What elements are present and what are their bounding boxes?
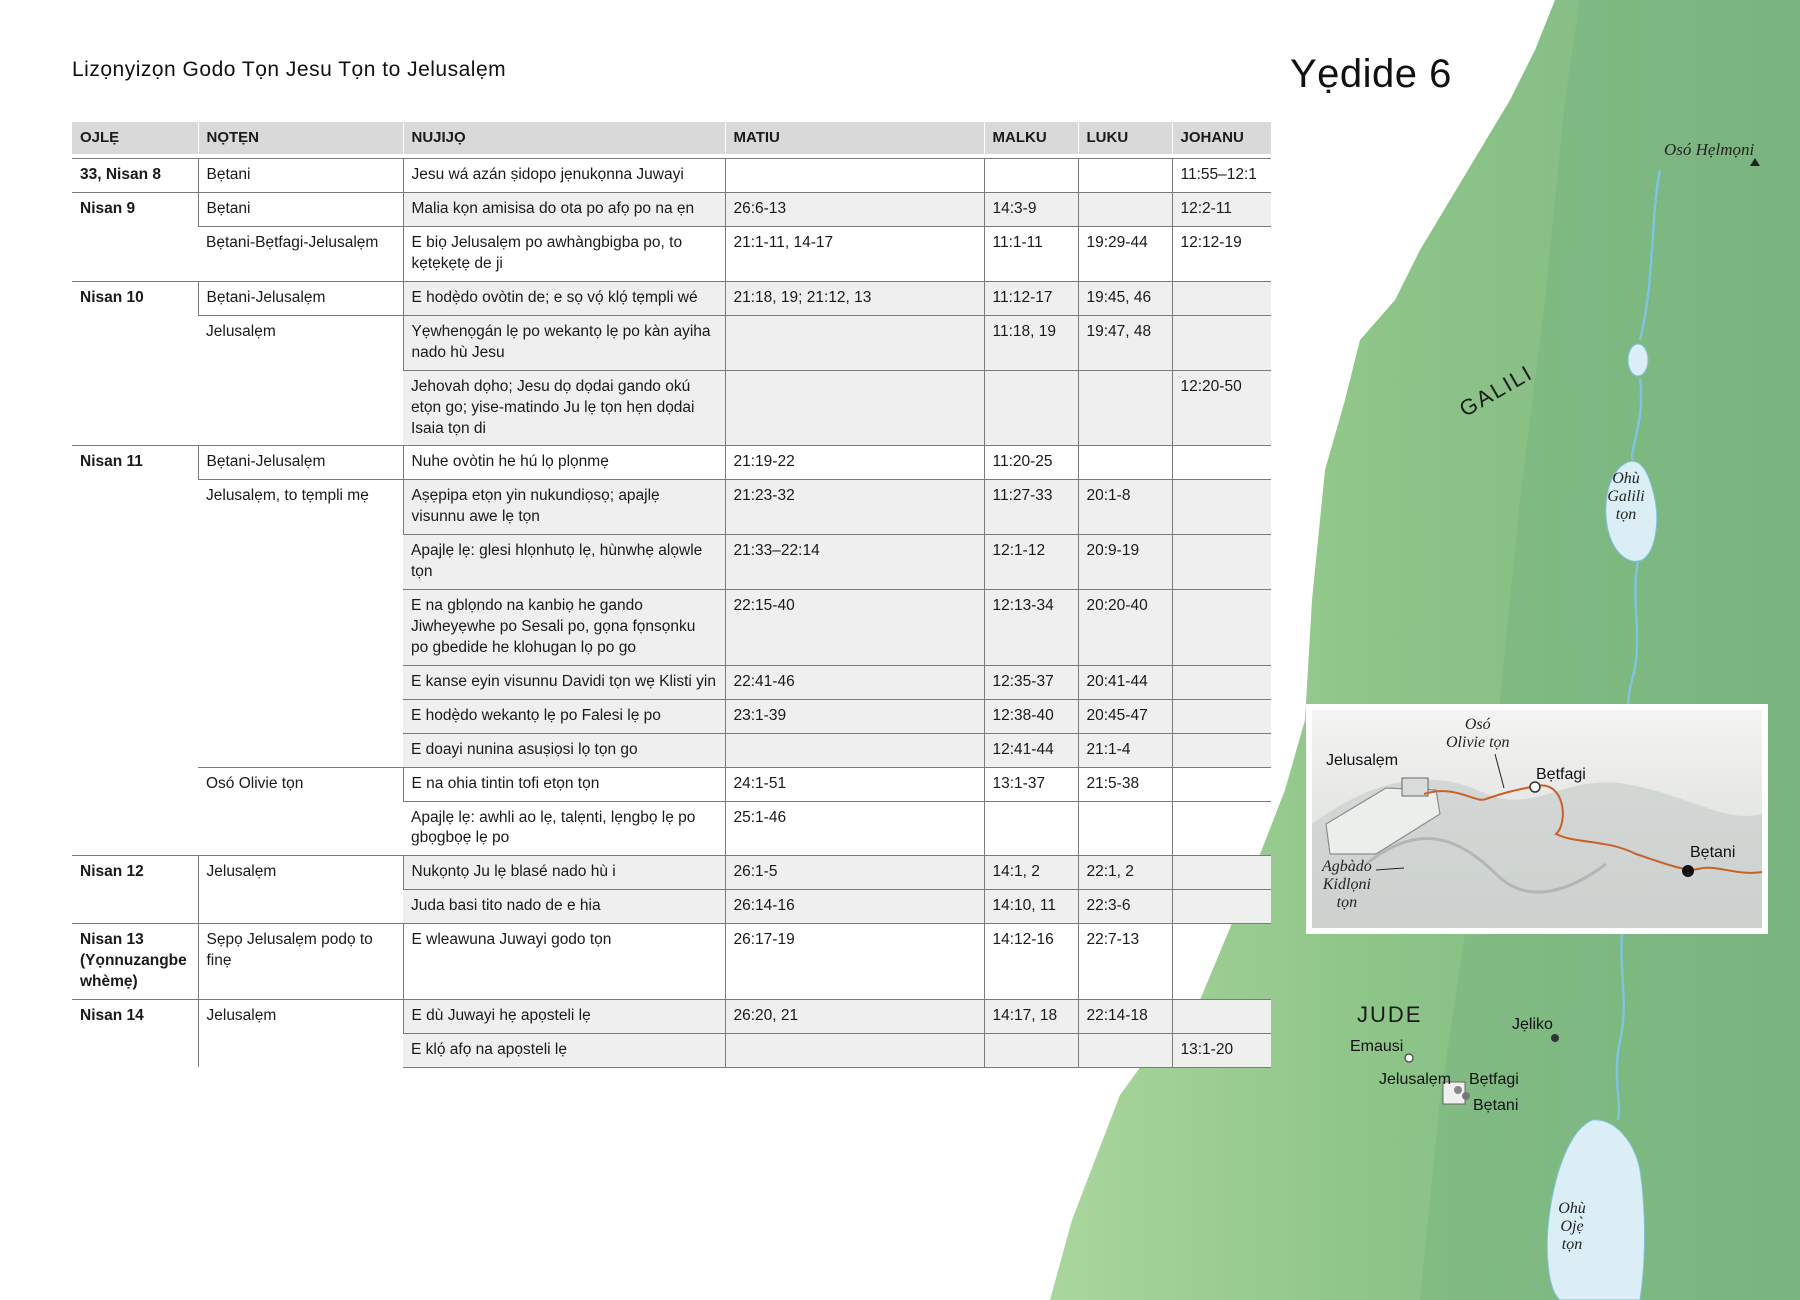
matiu-cell — [725, 315, 984, 370]
inset-label-kidron — [1322, 858, 1372, 912]
matiu-cell: 23:1-39 — [725, 699, 984, 733]
malku-cell: 14:1, 2 — [984, 856, 1078, 890]
luku-cell: 19:47, 48 — [1078, 315, 1172, 370]
matiu-cell: 21:33–22:14 — [725, 535, 984, 590]
map-label-galili: GALILI — [1455, 359, 1538, 422]
map-label-emausi: Emausi — [1350, 1038, 1404, 1055]
matiu-cell: 24:1-51 — [725, 767, 984, 801]
event-cell: Apajlẹ lẹ: glesi hlọnhutọ lẹ, hùnwhẹ alọwle tọn — [403, 535, 725, 590]
event-cell: Jesu wá azán ṣidopo jẹnukọnna Juwayi — [403, 159, 725, 193]
johanu-cell: 13:1-20 — [1172, 1033, 1271, 1067]
malku-cell: 14:10, 11 — [984, 890, 1078, 924]
inset-label-betani: Bẹtani — [1690, 844, 1736, 861]
malku-cell: 14:12-16 — [984, 924, 1078, 1000]
emausi-dot — [1405, 1054, 1413, 1062]
matiu-cell: 25:1-46 — [725, 801, 984, 856]
matiu-cell: 21:19-22 — [725, 446, 984, 480]
event-cell: E doayi nunina asuṣiọsi lọ tọn go — [403, 733, 725, 767]
place-cell: Sẹpọ Jelusalẹm podọ to finẹ — [198, 924, 403, 1000]
malku-cell: 11:12-17 — [984, 281, 1078, 315]
map-label-jelusalem: Jelusalẹm — [1379, 1071, 1452, 1088]
matiu-cell: 26:17-19 — [725, 924, 984, 1000]
map-label-hermon: Osó Hẹlmọni — [1664, 140, 1755, 159]
johanu-cell — [1172, 665, 1271, 699]
johanu-cell: 11:55–12:1 — [1172, 159, 1271, 193]
johanu-cell — [1172, 890, 1271, 924]
table-row — [72, 856, 1271, 890]
luku-cell: 20:20-40 — [1078, 590, 1172, 666]
sea-galilee-line-2: Galili — [1607, 488, 1645, 505]
table-row — [72, 159, 1271, 193]
table-row — [72, 281, 1271, 315]
table-row — [72, 999, 1271, 1033]
matiu-cell: 21:1-11, 14-17 — [725, 227, 984, 282]
dead-sea-line-1: Ohù — [1558, 1200, 1586, 1217]
header-malku: MALKU — [984, 122, 1078, 154]
matiu-cell: 22:41-46 — [725, 665, 984, 699]
lake-huleh — [1628, 344, 1648, 376]
matiu-cell: 26:20, 21 — [725, 999, 984, 1033]
malku-cell: 14:17, 18 — [984, 999, 1078, 1033]
header-matiu: MATIU — [725, 122, 984, 154]
table-header-row — [72, 122, 1271, 154]
malku-cell — [984, 370, 1078, 446]
map-label-betani: Bẹtani — [1473, 1097, 1519, 1114]
event-cell: E na gblọndo na kanbiọ he gando Jiwheyẹwhe po Sesali po, gọna fọnsọnku po gbedide he klohugan lọ po go — [403, 590, 725, 666]
table-row — [72, 446, 1271, 480]
johanu-cell — [1172, 924, 1271, 1000]
place-cell: Jelusalẹm — [198, 999, 403, 1067]
inset-olivet-line-2: Olivie tọn — [1446, 734, 1510, 751]
malku-cell — [984, 159, 1078, 193]
event-cell: Juda basi tito nado de e hia — [403, 890, 725, 924]
malku-cell: 12:1-12 — [984, 535, 1078, 590]
jeliko-dot — [1551, 1034, 1559, 1042]
map-label-jude: JUDE — [1357, 1002, 1423, 1027]
table-row — [72, 924, 1271, 1000]
luku-cell: 21:5-38 — [1078, 767, 1172, 801]
matiu-cell: 22:15-40 — [725, 590, 984, 666]
malku-cell — [984, 801, 1078, 856]
header-johanu: JOHANU — [1172, 122, 1271, 154]
betfagi-dot — [1454, 1086, 1462, 1094]
schedule-body — [72, 154, 1271, 1067]
date-cell: 33, Nisan 8 — [72, 159, 198, 193]
table-row — [72, 193, 1271, 227]
place-cell: Jelusalẹm, to tẹmpli mẹ — [198, 480, 403, 767]
johanu-cell — [1172, 446, 1271, 480]
johanu-cell: 12:12-19 — [1172, 227, 1271, 282]
event-cell: E klọ́ afọ na apọsteli lẹ — [403, 1033, 725, 1067]
event-cell: Apajlẹ lẹ: awhli ao lẹ, talẹnti, lẹngbọ lẹ po gbọgbọẹ lẹ po — [403, 801, 725, 856]
place-cell: Bẹtani — [198, 159, 403, 193]
malku-cell: 11:20-25 — [984, 446, 1078, 480]
map-label-jeliko: Jẹliko — [1512, 1016, 1553, 1033]
matiu-cell — [725, 733, 984, 767]
inset-kidron-line-1: Agbàdo — [1322, 858, 1372, 875]
section-title: Yẹdide 6 — [1290, 52, 1452, 96]
malku-cell: 12:41-44 — [984, 733, 1078, 767]
matiu-cell: 21:18, 19; 21:12, 13 — [725, 281, 984, 315]
header-ojle: OJLẸ — [72, 122, 198, 154]
table-row — [72, 480, 1271, 535]
table-row — [72, 767, 1271, 801]
schedule-table — [72, 122, 1271, 1068]
inset-relief-map — [1306, 704, 1768, 934]
malku-cell: 11:1-11 — [984, 227, 1078, 282]
malku-cell: 12:35-37 — [984, 665, 1078, 699]
malku-cell: 13:1-37 — [984, 767, 1078, 801]
event-cell: Jehovah dọho; Jesu dọ dọdai gando okú etọn go; yise-matindo Ju lẹ tọn hẹn dọdai Isaia tọn di — [403, 370, 725, 446]
place-cell: Bẹtani — [198, 193, 403, 227]
dead-sea-line-3: tọn — [1561, 1236, 1583, 1253]
matiu-cell — [725, 1033, 984, 1067]
event-cell: E biọ Jelusalẹm po awhàngbigba po, to kẹtẹkẹtẹ de ji — [403, 227, 725, 282]
event-cell: E hodẹ̀do ovòtin de; e sọ vọ́ klọ́ tẹmpli wé — [403, 281, 725, 315]
event-cell: Nukọntọ Ju lẹ blasé nado hù i — [403, 856, 725, 890]
matiu-cell: 21:23-32 — [725, 480, 984, 535]
luku-cell — [1078, 1033, 1172, 1067]
johanu-cell — [1172, 699, 1271, 733]
event-cell: Nuhe ovòtin he hú lọ plọnmẹ — [403, 446, 725, 480]
luku-cell — [1078, 159, 1172, 193]
johanu-cell: 12:20-50 — [1172, 370, 1271, 446]
matiu-cell — [725, 370, 984, 446]
page-title: Lizọnyizọn Godo Tọn Jesu Tọn to Jelusalẹm — [72, 58, 507, 81]
event-cell: E na ohia tintin tofi etọn tọn — [403, 767, 725, 801]
luku-cell: 21:1-4 — [1078, 733, 1172, 767]
johanu-cell — [1172, 733, 1271, 767]
luku-cell — [1078, 446, 1172, 480]
header-luku: LUKU — [1078, 122, 1172, 154]
luku-cell: 20:41-44 — [1078, 665, 1172, 699]
inset-olivet-line-1: Osó — [1464, 716, 1491, 733]
matiu-cell — [725, 159, 984, 193]
luku-cell: 22:7-13 — [1078, 924, 1172, 1000]
event-cell: Malia kọn amisisa do ota po afọ po na ẹn — [403, 193, 725, 227]
place-cell: Bẹtani-Jelusalẹm — [198, 446, 403, 480]
date-cell: Nisan 9 — [72, 193, 198, 282]
malku-cell: 11:27-33 — [984, 480, 1078, 535]
date-cell: Nisan 11 — [72, 446, 198, 856]
luku-cell: 22:14-18 — [1078, 999, 1172, 1033]
map-label-dead-sea — [1554, 1200, 1590, 1254]
table-row — [72, 227, 1271, 282]
luku-cell — [1078, 801, 1172, 856]
luku-cell — [1078, 370, 1172, 446]
luku-cell: 22:3-6 — [1078, 890, 1172, 924]
dead-sea-line-2: Ojẹ̀ — [1560, 1218, 1584, 1235]
luku-cell: 20:1-8 — [1078, 480, 1172, 535]
inset-label-jelusalem: Jelusalẹm — [1326, 752, 1399, 769]
place-cell: Bẹtani-Jelusalẹm — [198, 281, 403, 315]
inset-betani-dot — [1682, 865, 1694, 877]
matiu-cell: 26:14-16 — [725, 890, 984, 924]
date-cell: Nisan 13 (Yọnnuzangbe whèmẹ) — [72, 924, 198, 1000]
event-cell: E dù Juwayi hẹ apọsteli lẹ — [403, 999, 725, 1033]
johanu-cell — [1172, 856, 1271, 890]
matiu-cell: 26:6-13 — [725, 193, 984, 227]
johanu-cell: 12:2-11 — [1172, 193, 1271, 227]
luku-cell: 22:1, 2 — [1078, 856, 1172, 890]
luku-cell: 19:29-44 — [1078, 227, 1172, 282]
event-cell: Aṣẹpipa etọn yin nukundiọsọ; apajlẹ visunnu awe lẹ tọn — [403, 480, 725, 535]
inset-relief — [1306, 704, 1768, 934]
johanu-cell — [1172, 767, 1271, 801]
place-cell: Jelusalẹm — [198, 315, 403, 446]
malku-cell — [984, 1033, 1078, 1067]
betani-dot — [1462, 1092, 1470, 1100]
johanu-cell — [1172, 590, 1271, 666]
header-nujijo: NUJIJỌ — [403, 122, 725, 154]
matiu-cell: 26:1-5 — [725, 856, 984, 890]
map-label-sea-galilee — [1606, 470, 1646, 524]
header-noten: NỌTẸN — [198, 122, 403, 154]
inset-label-olivet — [1446, 716, 1510, 752]
johanu-cell — [1172, 801, 1271, 856]
place-cell: Osó Olivie tọn — [198, 767, 403, 856]
johanu-cell — [1172, 315, 1271, 370]
place-cell: Jelusalẹm — [198, 856, 403, 924]
johanu-cell — [1172, 281, 1271, 315]
sea-galilee-line-3: tọn — [1615, 506, 1637, 523]
event-cell: Yẹwhenọgán lẹ po wekantọ lẹ po kàn ayiha nado hù Jesu — [403, 315, 725, 370]
luku-cell — [1078, 193, 1172, 227]
date-cell: Nisan 12 — [72, 856, 198, 924]
event-cell: E wleawuna Juwayi godo tọn — [403, 924, 725, 1000]
malku-cell: 12:38-40 — [984, 699, 1078, 733]
luku-cell: 19:45, 46 — [1078, 281, 1172, 315]
malku-cell: 11:18, 19 — [984, 315, 1078, 370]
table-row — [72, 315, 1271, 370]
inset-kidron-line-2: Kidlọni — [1322, 876, 1371, 893]
date-cell: Nisan 14 — [72, 999, 198, 1067]
malku-cell: 12:13-34 — [984, 590, 1078, 666]
johanu-cell — [1172, 999, 1271, 1033]
map-label-betfagi: Bẹtfagi — [1469, 1071, 1519, 1088]
sea-galilee-line-1: Ohù — [1612, 470, 1640, 487]
johanu-cell — [1172, 480, 1271, 535]
luku-cell: 20:45-47 — [1078, 699, 1172, 733]
place-cell: Bẹtani-Bẹtfagi-Jelusalẹm — [198, 227, 403, 282]
inset-kidron-line-3: tọn — [1336, 894, 1358, 911]
event-cell: E kanse eyin visunnu Davidi tọn wẹ Klisti yin — [403, 665, 725, 699]
malku-cell: 14:3-9 — [984, 193, 1078, 227]
luku-cell: 20:9-19 — [1078, 535, 1172, 590]
date-cell: Nisan 10 — [72, 281, 198, 446]
inset-label-betfagi: Bẹtfagi — [1536, 766, 1586, 783]
johanu-cell — [1172, 535, 1271, 590]
event-cell: E hodẹ̀do wekantọ lẹ po Falesi lẹ po — [403, 699, 725, 733]
